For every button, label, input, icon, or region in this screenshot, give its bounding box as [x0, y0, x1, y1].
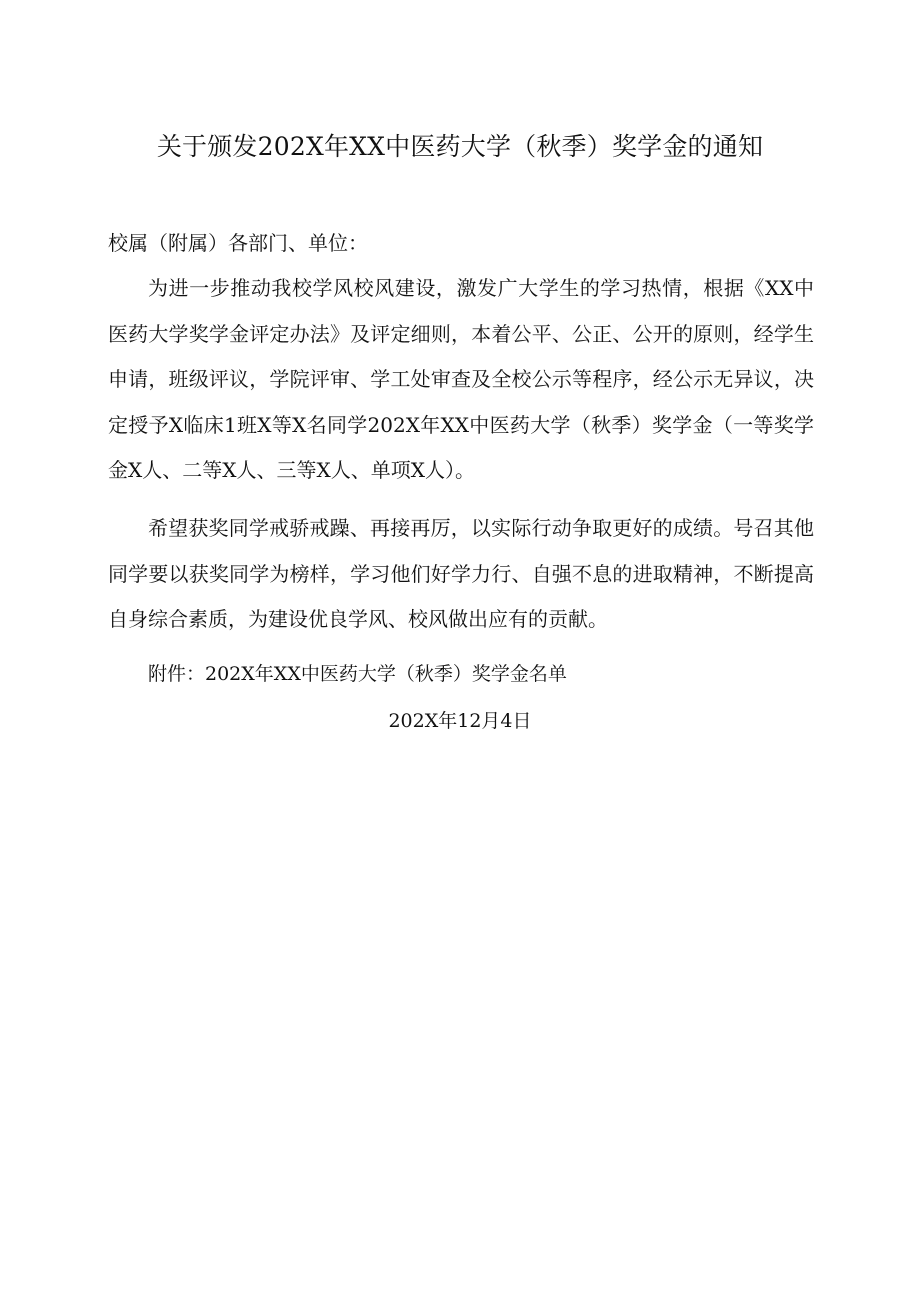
body-paragraph: 希望获奖同学戒骄戒躁、再接再厉，以实际行动争取更好的成绩。号召其他同学要以获奖同学为榜样，学习他们好学力行、自强不息的进取精神，不断提高自身综合素质，为建设优良学风、校风做出应有的贡献。 [108, 516, 814, 631]
attachment-line: 附件：202X年XX中医药大学（秋季）奖学金名单 [148, 663, 567, 685]
salutation: 校属（附属）各部门、单位： [108, 231, 368, 255]
document-title: 关于颁发202X年XX中医药大学（秋季）奖学金的通知 [156, 132, 764, 161]
document-date: 202X年12月4日 [388, 710, 532, 732]
body-paragraph: 为进一步推动我校学风校风建设，激发广大学生的学习热情，根据《XX中医药大学奖学金评定办法》及评定细则，本着公平、公正、公开的原则，经学生申请，班级评议，学院评审、学工处审查及全校公示等程序，经公示无异议，决定授予X临床1班X等X名同学202X年XX中医药大学（秋季）奖学金（一等奖学金X人、二等X人、三等X人、单项X人）。 [108, 276, 814, 482]
